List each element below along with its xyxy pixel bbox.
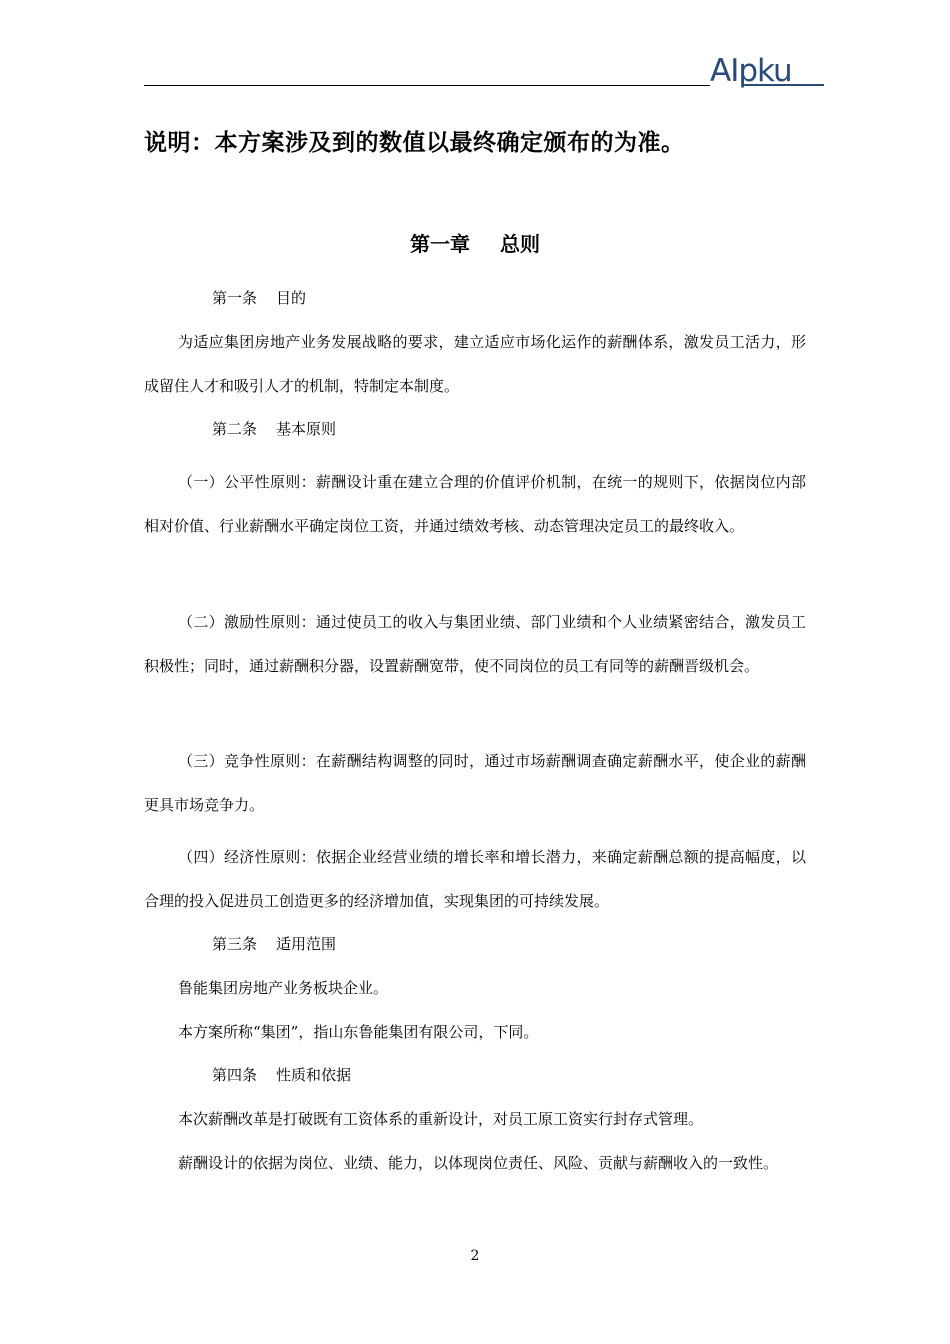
article-heading xyxy=(144,1053,806,1097)
article-paragraph: （四）经济性原则：依据企业经营业绩的增长率和增长潜力，来确定薪酬总额的提高幅度，以合理的投入促进员工创造更多的经济增加值，实现集团的可持续发展。 xyxy=(144,848,806,910)
header-rule xyxy=(144,85,710,86)
page-number: 2 xyxy=(470,1248,480,1264)
article-number: 第三条 xyxy=(212,935,258,953)
chapter-heading xyxy=(0,228,950,257)
logo-text: AIpku xyxy=(710,53,792,89)
logo-underline xyxy=(744,84,824,86)
article-title: 目的 xyxy=(276,289,307,307)
article-paragraph: 鲁能集团房地产业务板块企业。 xyxy=(178,979,389,997)
article-heading xyxy=(144,276,806,320)
chapter-number: 第一章 xyxy=(410,232,470,256)
company-logo xyxy=(710,52,825,92)
article-paragraph: 本方案所称“集团”，指山东鲁能集团有限公司，下同。 xyxy=(178,1023,539,1041)
article-paragraph: 为适应集团房地产业务发展战略的要求，建立适应市场化运作的薪酬体系，激发员工活力，形成留住人才和吸引人才的机制，特制定本制度。 xyxy=(144,333,806,395)
article-number: 第四条 xyxy=(212,1066,258,1084)
article-title: 基本原则 xyxy=(276,420,337,438)
chapter-title: 总则 xyxy=(500,232,540,256)
article-title: 性质和依据 xyxy=(276,1066,352,1084)
document-note: 说明：本方案涉及到的数值以最终确定颁布的为准。 xyxy=(144,130,685,156)
article-title: 适用范围 xyxy=(276,935,337,953)
article-number: 第二条 xyxy=(212,420,258,438)
article-heading xyxy=(144,922,806,966)
article-paragraph: 本次薪酬改革是打破既有工资体系的重新设计，对员工原工资实行封存式管理。 xyxy=(178,1110,704,1128)
article-paragraph: （二）激励性原则：通过使员工的收入与集团业绩、部门业绩和个人业绩紧密结合，激发员工积极性；同时，通过薪酬积分器，设置薪酬宽带，使不同岗位的员工有同等的薪酬晋级机会。 xyxy=(144,613,806,675)
article-heading xyxy=(144,407,806,451)
article-paragraph: 薪酬设计的依据为岗位、业绩、能力，以体现岗位责任、风险、贡献与薪酬收入的一致性。 xyxy=(178,1154,779,1172)
article-number: 第一条 xyxy=(212,289,258,307)
article-paragraph: （三）竞争性原则：在薪酬结构调整的同时，通过市场薪酬调查确定薪酬水平，使企业的薪酬更具市场竞争力。 xyxy=(144,752,806,814)
article-paragraph: （一）公平性原则：薪酬设计重在建立合理的价值评价机制，在统一的规则下，依据岗位内部相对价值、行业薪酬水平确定岗位工资，并通过绩效考核、动态管理决定员工的最终收入。 xyxy=(144,473,806,535)
